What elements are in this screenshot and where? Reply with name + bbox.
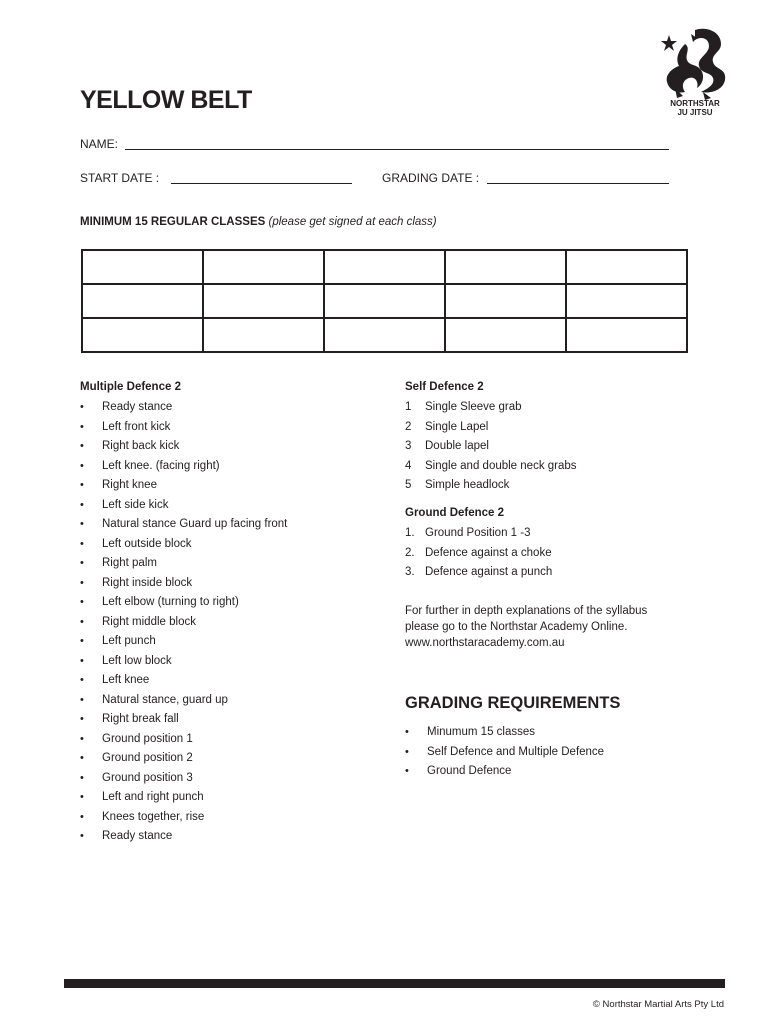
name-field[interactable] [125, 149, 669, 150]
item-number: 4 [405, 459, 412, 472]
item-number: 3. [405, 566, 415, 578]
list-item [405, 418, 685, 438]
list-item [405, 398, 685, 418]
signature-cell[interactable] [203, 318, 324, 352]
list-item: • Self Defence and Multiple Defence [405, 743, 685, 763]
item-text: Defence against a choke [425, 546, 552, 559]
list-item: • Left elbow (turning to right) [80, 593, 380, 613]
list-item: • Right palm [80, 554, 380, 574]
signature-cell[interactable] [203, 284, 324, 318]
copyright: © Northstar Martial Arts Pty Ltd [592, 999, 724, 1010]
signature-cell[interactable] [82, 250, 203, 284]
list-item: • Natural stance, guard up [80, 691, 380, 711]
ground-defence-list [405, 524, 685, 583]
list-item: • Ground position 1 [80, 730, 380, 750]
list-item [405, 544, 685, 564]
list-item: • Right back kick [80, 437, 380, 457]
item-text: Double lapel [425, 440, 489, 452]
list-item [405, 437, 685, 457]
list-item: • Natural stance Guard up facing front [80, 515, 380, 535]
class-signature-grid [81, 249, 688, 353]
grading-requirements-heading: GRADING REQUIREMENTS [405, 694, 621, 712]
multiple-defence-heading: Multiple Defence 2 [80, 381, 181, 393]
list-item: • Ground Defence [405, 762, 685, 782]
start-date-label: START DATE : [80, 171, 160, 185]
signature-cell[interactable] [566, 284, 687, 318]
name-label: NAME: [80, 137, 119, 151]
grid-row [82, 318, 687, 352]
list-item: • Left side kick [80, 496, 380, 516]
academy-link[interactable]: www.northstaracademy.com.au [405, 637, 565, 649]
start-date-field[interactable] [171, 183, 352, 184]
list-item: • Ready stance [80, 398, 380, 418]
signature-cell[interactable] [324, 318, 445, 352]
list-item: • Right inside block [80, 574, 380, 594]
page-title: YELLOW BELT [80, 86, 252, 114]
footer-bar [64, 979, 725, 988]
list-item [405, 524, 685, 544]
list-item: • Ready stance [80, 827, 380, 847]
list-item: • Left outside block [80, 535, 380, 555]
list-item: • Ground position 3 [80, 769, 380, 789]
item-text: Ground Position 1 -3 [425, 527, 531, 539]
classes-heading: MINIMUM 15 REGULAR CLASSES (please get signed at each class) [80, 216, 437, 228]
item-text: Single Lapel [425, 420, 489, 433]
item-text: Defence against a punch [425, 566, 553, 578]
grading-date-field[interactable] [487, 183, 669, 184]
item-number: 1. [405, 527, 415, 539]
signature-cell[interactable] [445, 284, 566, 318]
item-number: 3 [405, 440, 412, 452]
list-item: • Left punch [80, 632, 380, 652]
list-item: • Minumum 15 classes [405, 723, 685, 743]
item-number: 5 [405, 479, 412, 491]
list-item [405, 457, 685, 477]
signature-cell[interactable] [324, 284, 445, 318]
list-item: • Right middle block [80, 613, 380, 633]
signature-cell[interactable] [566, 250, 687, 284]
list-item: • Left knee [80, 671, 380, 691]
item-number: 2. [405, 546, 415, 559]
list-item: • Left front kick [80, 418, 380, 438]
list-item: • Knees together, rise [80, 808, 380, 828]
logo-wordmark: NORTHSTAR JU JITSU [670, 99, 720, 117]
item-number: 2 [405, 420, 412, 433]
list-item [405, 476, 685, 496]
self-defence-heading: Self Defence 2 [405, 381, 484, 393]
list-item: • Left and right punch [80, 788, 380, 808]
signature-cell[interactable] [445, 250, 566, 284]
item-text: Single Sleeve grab [425, 401, 522, 413]
item-text: Single and double neck grabs [425, 459, 577, 472]
grid-row [82, 284, 687, 318]
list-item: • Left low block [80, 652, 380, 672]
signature-cell[interactable] [566, 318, 687, 352]
syllabus-note: For further in depth explanations of the syllabus please go to the Northstar Academy Online. www.northstaracademy.com.au [405, 603, 685, 651]
item-number: 1 [405, 401, 412, 413]
grid-row [82, 250, 687, 284]
ground-defence-heading: Ground Defence 2 [405, 507, 505, 519]
list-item: • Right break fall [80, 710, 380, 730]
grading-requirements-list [405, 723, 685, 782]
signature-cell[interactable] [82, 284, 203, 318]
list-item: • Right knee [80, 476, 380, 496]
signature-cell[interactable] [203, 250, 324, 284]
multiple-defence-list [80, 398, 380, 847]
signature-cell[interactable] [445, 318, 566, 352]
list-item: • Ground position 2 [80, 749, 380, 769]
item-text: Simple headlock [425, 479, 510, 491]
signature-cell[interactable] [324, 250, 445, 284]
list-item: • Left knee. (facing right) [80, 457, 380, 477]
self-defence-list [405, 398, 685, 496]
signature-cell[interactable] [82, 318, 203, 352]
grading-date-label: GRADING DATE : [382, 171, 480, 185]
list-item [405, 563, 685, 583]
